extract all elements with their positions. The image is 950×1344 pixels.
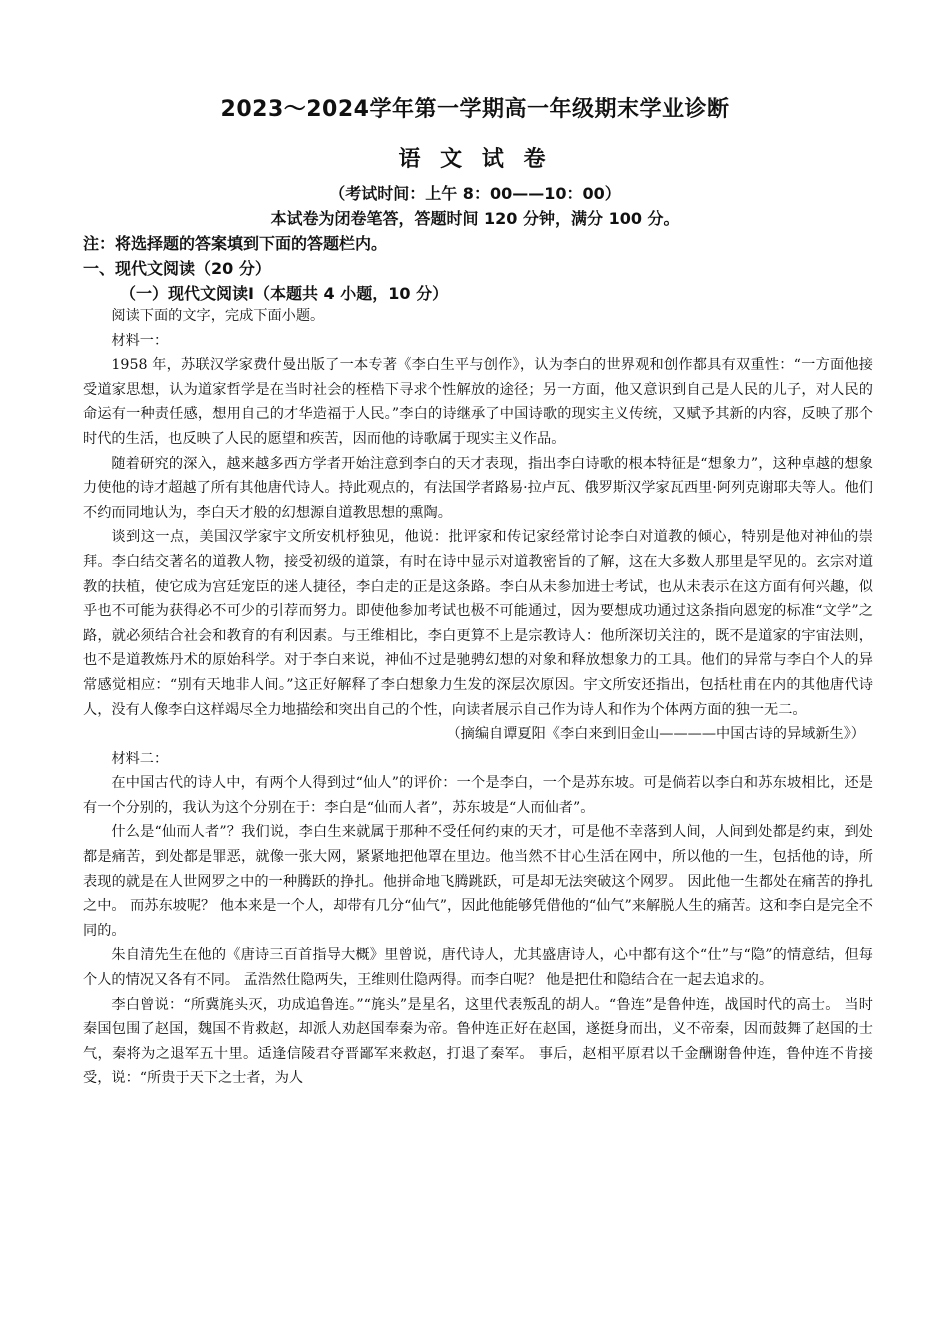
instruction: 阅读下面的文字，完成下面小题。 bbox=[111, 308, 325, 324]
material-2-paragraph: 什么是“仙而人者”？我们说，李白生来就属于那种不受任何约束的天才，可是他不幸落到人间，人间到处都是约束，到处都是痛苦，到处都是罪恶，就像一张大网，紧紧地把他罩在里边。他当然不甘心生活在网中，所以他的一生，包括他的诗，所表现的就是在人世网罗之中的一种腾跃的挣扎。他拼命地飞腾跳跃，可是却无法突破这个网罗。 因此他一生都处在痛苦的挣扎之中。 而苏东坡呢？ 他本来是一个人，却带有几分“仙气”，因此他能够凭借他的“仙气”来解脱人生的痛苦。这和李白是完全不同的。 bbox=[83, 824, 873, 939]
section-heading: 一、现代文阅读（20 分） bbox=[83, 259, 271, 278]
material-2-paragraph: 朱自清先生在他的《唐诗三百首指导大概》里曾说，唐代诗人，尤其盛唐诗人，心中都有这个“仕”与“隐”的情意结，但每个人的情况又各有不同。 孟浩然仕隐两失，王维则仕隐两得。而李白呢？ 他是把仕和隐结合在一起去追求的。 bbox=[83, 947, 873, 989]
material-2-paragraph: 李白曾说：“所冀旄头灭，功成追鲁连。”“旄头”是星名，这里代表叛乱的胡人。“鲁连”是鲁仲连，战国时代的高士。 当时秦国包围了赵国，魏国不肯救赵，却派人劝赵国奉秦为帝。鲁仲连正好在赵国，遂挺身而出，义不帝秦，因而鼓舞了赵国的士气，秦将为之退军五十里。适逢信陵君夺晋鄙军来救赵，打退了秦军。 事后，赵相平原君以千金酬谢鲁仲连，鲁仲连不肯接受，说：“所贵于天下之士者，为人 bbox=[83, 996, 873, 1087]
material-1-label: 材料一： bbox=[111, 332, 169, 349]
subject-title: 语 文 试 卷 bbox=[398, 147, 552, 172]
exam-rules: 本试卷为闭卷笔答，答题时间 120 分钟，满分 100 分。 bbox=[270, 209, 680, 228]
exam-time: （考试时间：上午 8：00——10：00） bbox=[329, 184, 621, 203]
material-2-label: 材料二： bbox=[111, 750, 169, 767]
material-1-paragraph: 随着研究的深入，越来越多西方学者开始注意到李白的天才表现，指出李白诗歌的根本特征是“想象力”，这种卓越的想象力使他的诗才超越了所有其他唐代诗人。持此观点的，有法国学者路易·拉卢瓦、俄罗斯汉学家瓦西里·阿列克谢耶夫等人。他们不约而同地认为，李白天才般的幻想源自道教思想的熏陶。 bbox=[83, 455, 873, 521]
exam-title: 2023～2024学年第一学期高一年级期末学业诊断 bbox=[220, 97, 730, 122]
material-1-paragraph: 1958 年，苏联汉学家费什曼出版了一本专著《李白生平与创作》，认为李白的世界观和创作都具有双重性：“一方面他接受道家思想，认为道家哲学是在当时社会的桎梏下寻求个性解放的途径；另一方面，他又意识到自己是人民的儿子，对人民的命运有一种责任感，想用自己的才华造福于人民。”李白的诗继承了中国诗歌的现实主义传统，又赋予其新的内容，反映了那个时代的生活，也反映了人民的愿望和疾苦，因而他的诗歌属于现实主义作品。 bbox=[83, 357, 873, 447]
material-1-paragraph: 谈到这一点，美国汉学家宇文所安机杼独见，他说：批评家和传记家经常讨论李白对道教的倾心，特别是他对神仙的崇拜。李白结交著名的道教人物，接受初级的道箓，有时在诗中显示对道教密旨的了解，这在大多数人那里是罕见的。玄宗对道教的扶植，使它成为宫廷宠臣的迷人捷径，李白走的正是这条路。李白从未参加进士考试，也从未表示在这方面有何兴趣，似乎也不可能为获得必不可少的引荐而努力。即使他参加考试也极不可能通过，因为要想成功通过这条指向恩宠的标准“文学”之路，就必须结合社会和教育的有利因素。与王维相比，李白更算不上是宗教诗人：他所深切关注的，既不是道家的宇宙法则，也不是道教炼丹术的原始科学。对于李白来说，神仙不过是驰骋幻想的对象和释放想象力的工具。他们的异常与李白个人的异常感觉相应：“别有天地非人间。”这正好解释了李白想象力生发的深层次原因。宇文所安还指出，包括杜甫在内的其他唐代诗人，没有人像李白这样竭尽全力地描绘和突出自己的个性，向读者展示自己作为诗人和作为个体两方面的独一无二。 bbox=[83, 529, 873, 718]
material-2-paragraph: 在中国古代的诗人中，有两个人得到过“仙人”的评价：一个是李白，一个是苏东坡。可是倘若以李白和苏东坡相比，还是有一个分别的，我认为这个分别在于：李白是“仙而人者”，苏东坡是“人而仙者”。 bbox=[83, 775, 873, 816]
reading-body bbox=[83, 304, 873, 1091]
subsection-heading: （一）现代文阅读Ⅰ（本题共 4 小题，10 分） bbox=[120, 284, 449, 303]
material-1-source: （摘编自谭夏阳《李白来到旧金山————中国古诗的异域新生》） bbox=[446, 726, 865, 743]
answer-note: 注：将选择题的答案填到下面的答题栏内。 bbox=[83, 234, 388, 253]
